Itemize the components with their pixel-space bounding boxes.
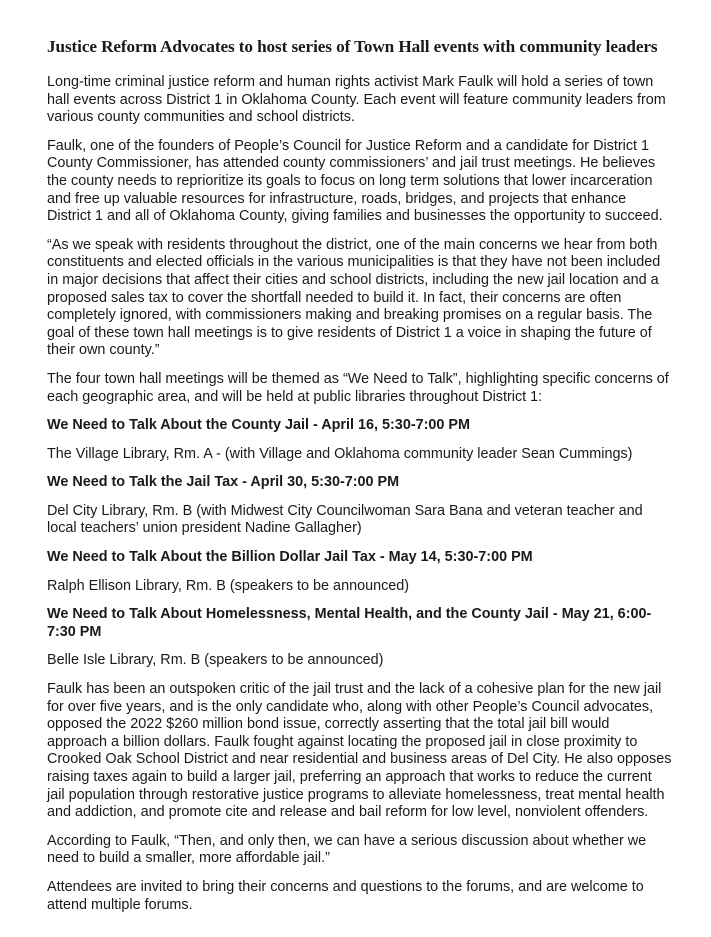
closing-paragraph-3: Attendees are invited to bring their concerns and questions to the forums, and are welcome to attend multiple forums.: [47, 878, 644, 913]
event-venue: The Village Library, Rm. A - (with Village and Oklahoma community leader Sean Cummings): [47, 445, 633, 462]
event-venue: Del City Library, Rm. B (with Midwest City Councilwoman Sara Bana and veteran teacher and local teachers’ union president Nadine Gallagher): [47, 502, 643, 537]
events-intro-paragraph: The four town hall meetings will be themed as “We Need to Talk”, highlighting specific concerns of each geographic area, and will be held at public libraries throughout District 1:: [47, 370, 669, 405]
closing-paragraph-1: Faulk has been an outspoken critic of the jail trust and the lack of a cohesive plan for the new jail for over five years, and is the only candidate who, along with other People’s Council advocates, opposed the 2022 $260 million bond issue, correctly asserting that the total jail bill would approach a billion dollars. Faulk fought against locating the proposed jail in close proximity to Crooked Oak School District and near residential and business areas of Del City. He also opposes raising taxes again to build a larger jail, preferring an approach that works to reduce the current jail population through restorative justice programs to alleviate homelessness, treat mental health and addiction, and promote cite and release and bail reform for low level, nonviolent offenders.: [47, 681, 672, 821]
event-3: [47, 549, 673, 595]
event-2: [47, 474, 673, 538]
closing-quote-paragraph: According to Faulk, “Then, and only then, we can have a serious discussion about whether we need to build a smaller, more affordable jail.”: [47, 832, 647, 867]
event-title: We Need to Talk About the County Jail - April 16, 5:30-7:00 PM: [47, 417, 470, 434]
quote-paragraph: “As we speak with residents throughout the district, one of the main concerns we hear from both constituents and elected officials in the various municipalities is that they have not been included in major decisions that affect their cities and school districts, including the new jail location and a proposed sales tax to cover the shortfall needed to build it. In fact, their concerns are often completely ignored, with commissioners making and breaking promises on a regular basis. The goal of these town hall meetings is to give residents of District 1 a voice in shaping the future of their own county.”: [47, 236, 661, 359]
event-4: [47, 606, 673, 670]
headline: Justice Reform Advocates to host series of Town Hall events with community leaders: [47, 37, 658, 56]
intro-paragraph-1: Long-time criminal justice reform and human rights activist Mark Faulk will hold a series of town hall events across District 1 in Oklahoma County. Each event will feature community leaders from various county communities and school districts.: [47, 74, 666, 126]
event-venue: Belle Isle Library, Rm. B (speakers to be announced): [47, 652, 384, 669]
event-venue: Ralph Ellison Library, Rm. B (speakers to be announced): [47, 577, 410, 594]
press-release: [47, 36, 673, 925]
event-title: We Need to Talk About the Billion Dollar Jail Tax - May 14, 5:30-7:00 PM: [47, 549, 533, 566]
event-1: [47, 417, 673, 463]
intro-paragraph-2: Faulk, one of the founders of People’s Council for Justice Reform and a candidate for District 1 County Commissioner, has attended county commissioners’ and jail trust meetings. He believes the county needs to reprioritize its goals to focus on long term solutions that lower incarceration and free up valuable resources for infrastructure, roads, bridges, and projects that enhance District 1 and all of Oklahoma County, giving families and businesses the opportunity to succeed.: [47, 137, 663, 225]
event-title: We Need to Talk the Jail Tax - April 30, 5:30-7:00 PM: [47, 474, 400, 491]
event-title: We Need to Talk About Homelessness, Mental Health, and the County Jail - May 21, 6:00-7:30 PM: [47, 606, 652, 640]
